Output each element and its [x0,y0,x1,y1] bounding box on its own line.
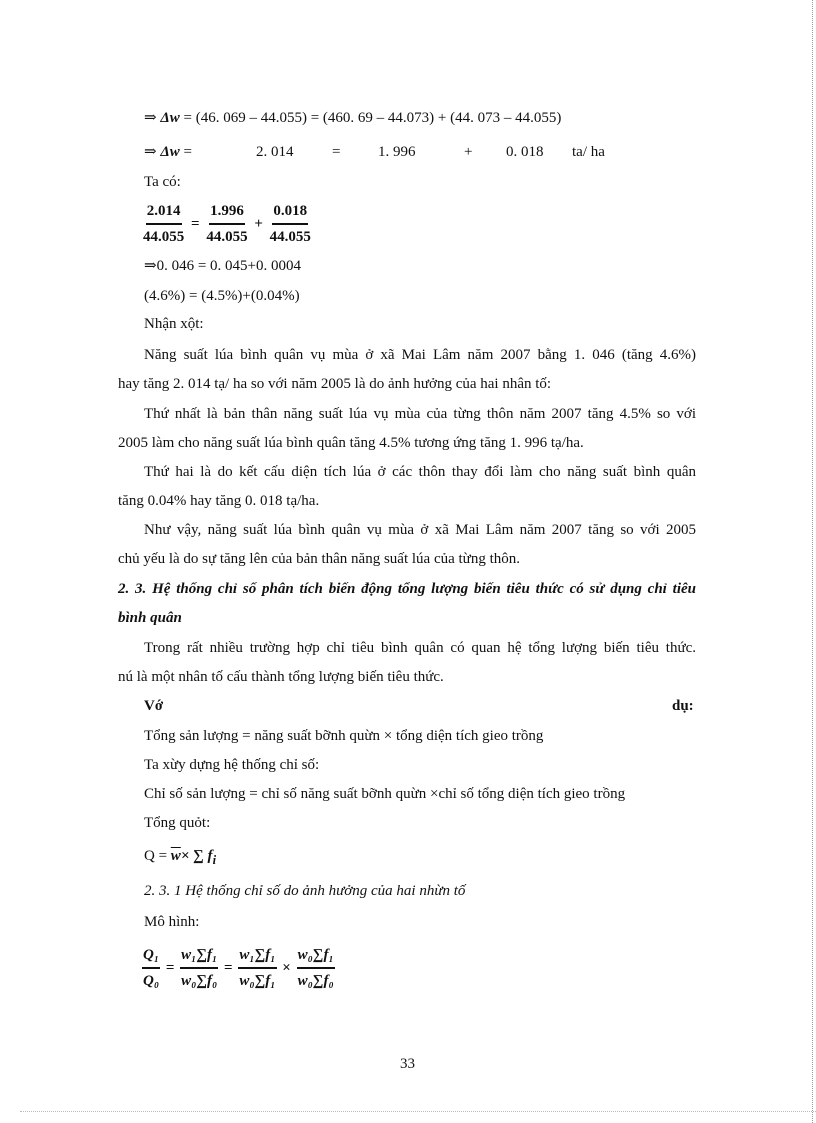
paragraph-5-line-2: nú là một nhân tố cấu thành tổng lượng biến tiêu thức. [118,669,444,685]
model-fraction-3: $\frac{\text{w₀∑f₁}}{\text{w₀∑f₀}}$ [297,944,335,992]
model-fraction-1: $\frac{\text{w₁∑f₁}}{\text{w₀∑f₀}}$ [180,944,218,992]
implies-symbol: ⇒ [144,110,161,126]
right-margin-line [812,0,816,1123]
vi-label: Vớ [144,698,164,714]
result-line: ⇒0. 046 = 0. 045+0. 0004 [144,258,301,274]
delta-line-1 [144,108,561,128]
model-formula: $\frac{\text{Q₁}}{\text{Q₀}}$ = $\frac{\text{w₁∑f₁}}{\text{w₀∑f₀}}$ = $\frac{\text{w₁∑f₁}}{\text{w₀∑f₁}}$ × $\frac{\text{w₀∑f₁}}{\text{w₀∑f₀}}$ [142,944,335,992]
delta-line-2: ⇒ Δw = 2. 014 = 1. 996 + 0. 018 ta/ ha [144,144,605,160]
paragraph-4-line-2: chủ yếu là do sự tăng lên của bản thân năng suất lúa của từng thôn. [118,551,520,567]
paragraph-3-line-2: tăng 0.04% hay tăng 0. 018 tạ/ha. [118,493,320,509]
section-heading-2-3-line-2: bình quân [118,610,182,626]
paragraph-4-line-1: Như vậy, năng suất lúa bình quân vụ mùa ở xã Mai Lâm năm 2007 tăng so với 2005 [144,522,696,538]
delta-expression: = (46. 069 – 44.055) = (460. 69 – 44.073) + (44. 073 – 44.055) [179,110,562,126]
paragraph-3-line-1: Thứ hai là do kết cấu diện tích lúa ở các thôn thay đổi làm cho năng suất bình quân [144,464,696,480]
du-label: dụ: [672,698,694,714]
subsection-heading-2-3-1: 2. 3. 1 Hệ thống chỉ số do ảnh hưởng của hai nhừn tố [144,883,466,899]
paragraph-2-line-1: Thứ nhất là bản thân năng suất lúa vụ mùa của từng thôn năm 2007 tăng 4.5% so với [144,406,696,422]
fraction-1: $\frac{2.014}{44.055}$ [142,200,185,248]
paragraph-9: Tổng quỏt: [144,815,211,831]
ta-co-label: Ta có: [144,174,181,190]
section-heading-2-3: 2. 3. Hệ thống chỉ số phân tích biến động tổng lượng biến tiêu thức có sử dụng chỉ tiêu [118,581,696,597]
percent-line: (4.6%) = (4.5%)+(0.04%) [144,288,300,304]
paragraph-1-line-2: hay tăng 2. 014 tạ/ ha so với năm 2005 là do ảnh hưởng của hai nhân tố: [118,376,552,392]
fraction-2: $\frac{1.996}{44.055}$ [205,200,248,248]
fraction-3: $\frac{0.018}{44.055}$ [269,200,312,248]
paragraph-7: Ta xừy dựng hệ thống chỉ số: [144,757,320,773]
bottom-margin-line [20,1111,816,1113]
paragraph-8: Chỉ số sản lượng = chỉ số năng suất bỡnh quừn ×chỉ số tổng diện tích gieo trồng [144,786,626,802]
q-formula: $Q = \overline{w}\times$ ∑ $f_i$ [144,848,217,867]
paragraph-1-line-1: Năng suất lúa bình quân vụ mùa ở xã Mai Lâm năm 2007 bằng 1. 046 (tăng 4.6%) [144,347,696,363]
fraction-equation: $\frac{2.014}{44.055}$ = $\frac{1.996}{44.055}$ + $\frac{0.018}{44.055}$ [142,200,312,248]
paragraph-5-line-1: Trong rất nhiều trường hợp chỉ tiêu bình quân có quan hệ tổng lượng biến tiêu thức. [144,640,696,656]
delta-w: Δw [160,110,180,126]
model-fraction-q: $\frac{\text{Q₁}}{\text{Q₀}}$ [142,944,160,992]
model-fraction-2: $\frac{\text{w₁∑f₁}}{\text{w₀∑f₁}}$ [238,944,276,992]
mo-hinh-label: Mô hình: [144,914,200,930]
paragraph-2-line-2: 2005 làm cho năng suất lúa bình quân tăng 4.5% tương ứng tăng 1. 996 tạ/ha. [118,435,584,451]
paragraph-6: Tổng sản lượng = năng suất bỡnh quừn × tổng diện tích gieo trồng [144,728,544,744]
nhan-xet-label: Nhận xột: [144,316,204,332]
page-number: 33 [400,1056,415,1072]
